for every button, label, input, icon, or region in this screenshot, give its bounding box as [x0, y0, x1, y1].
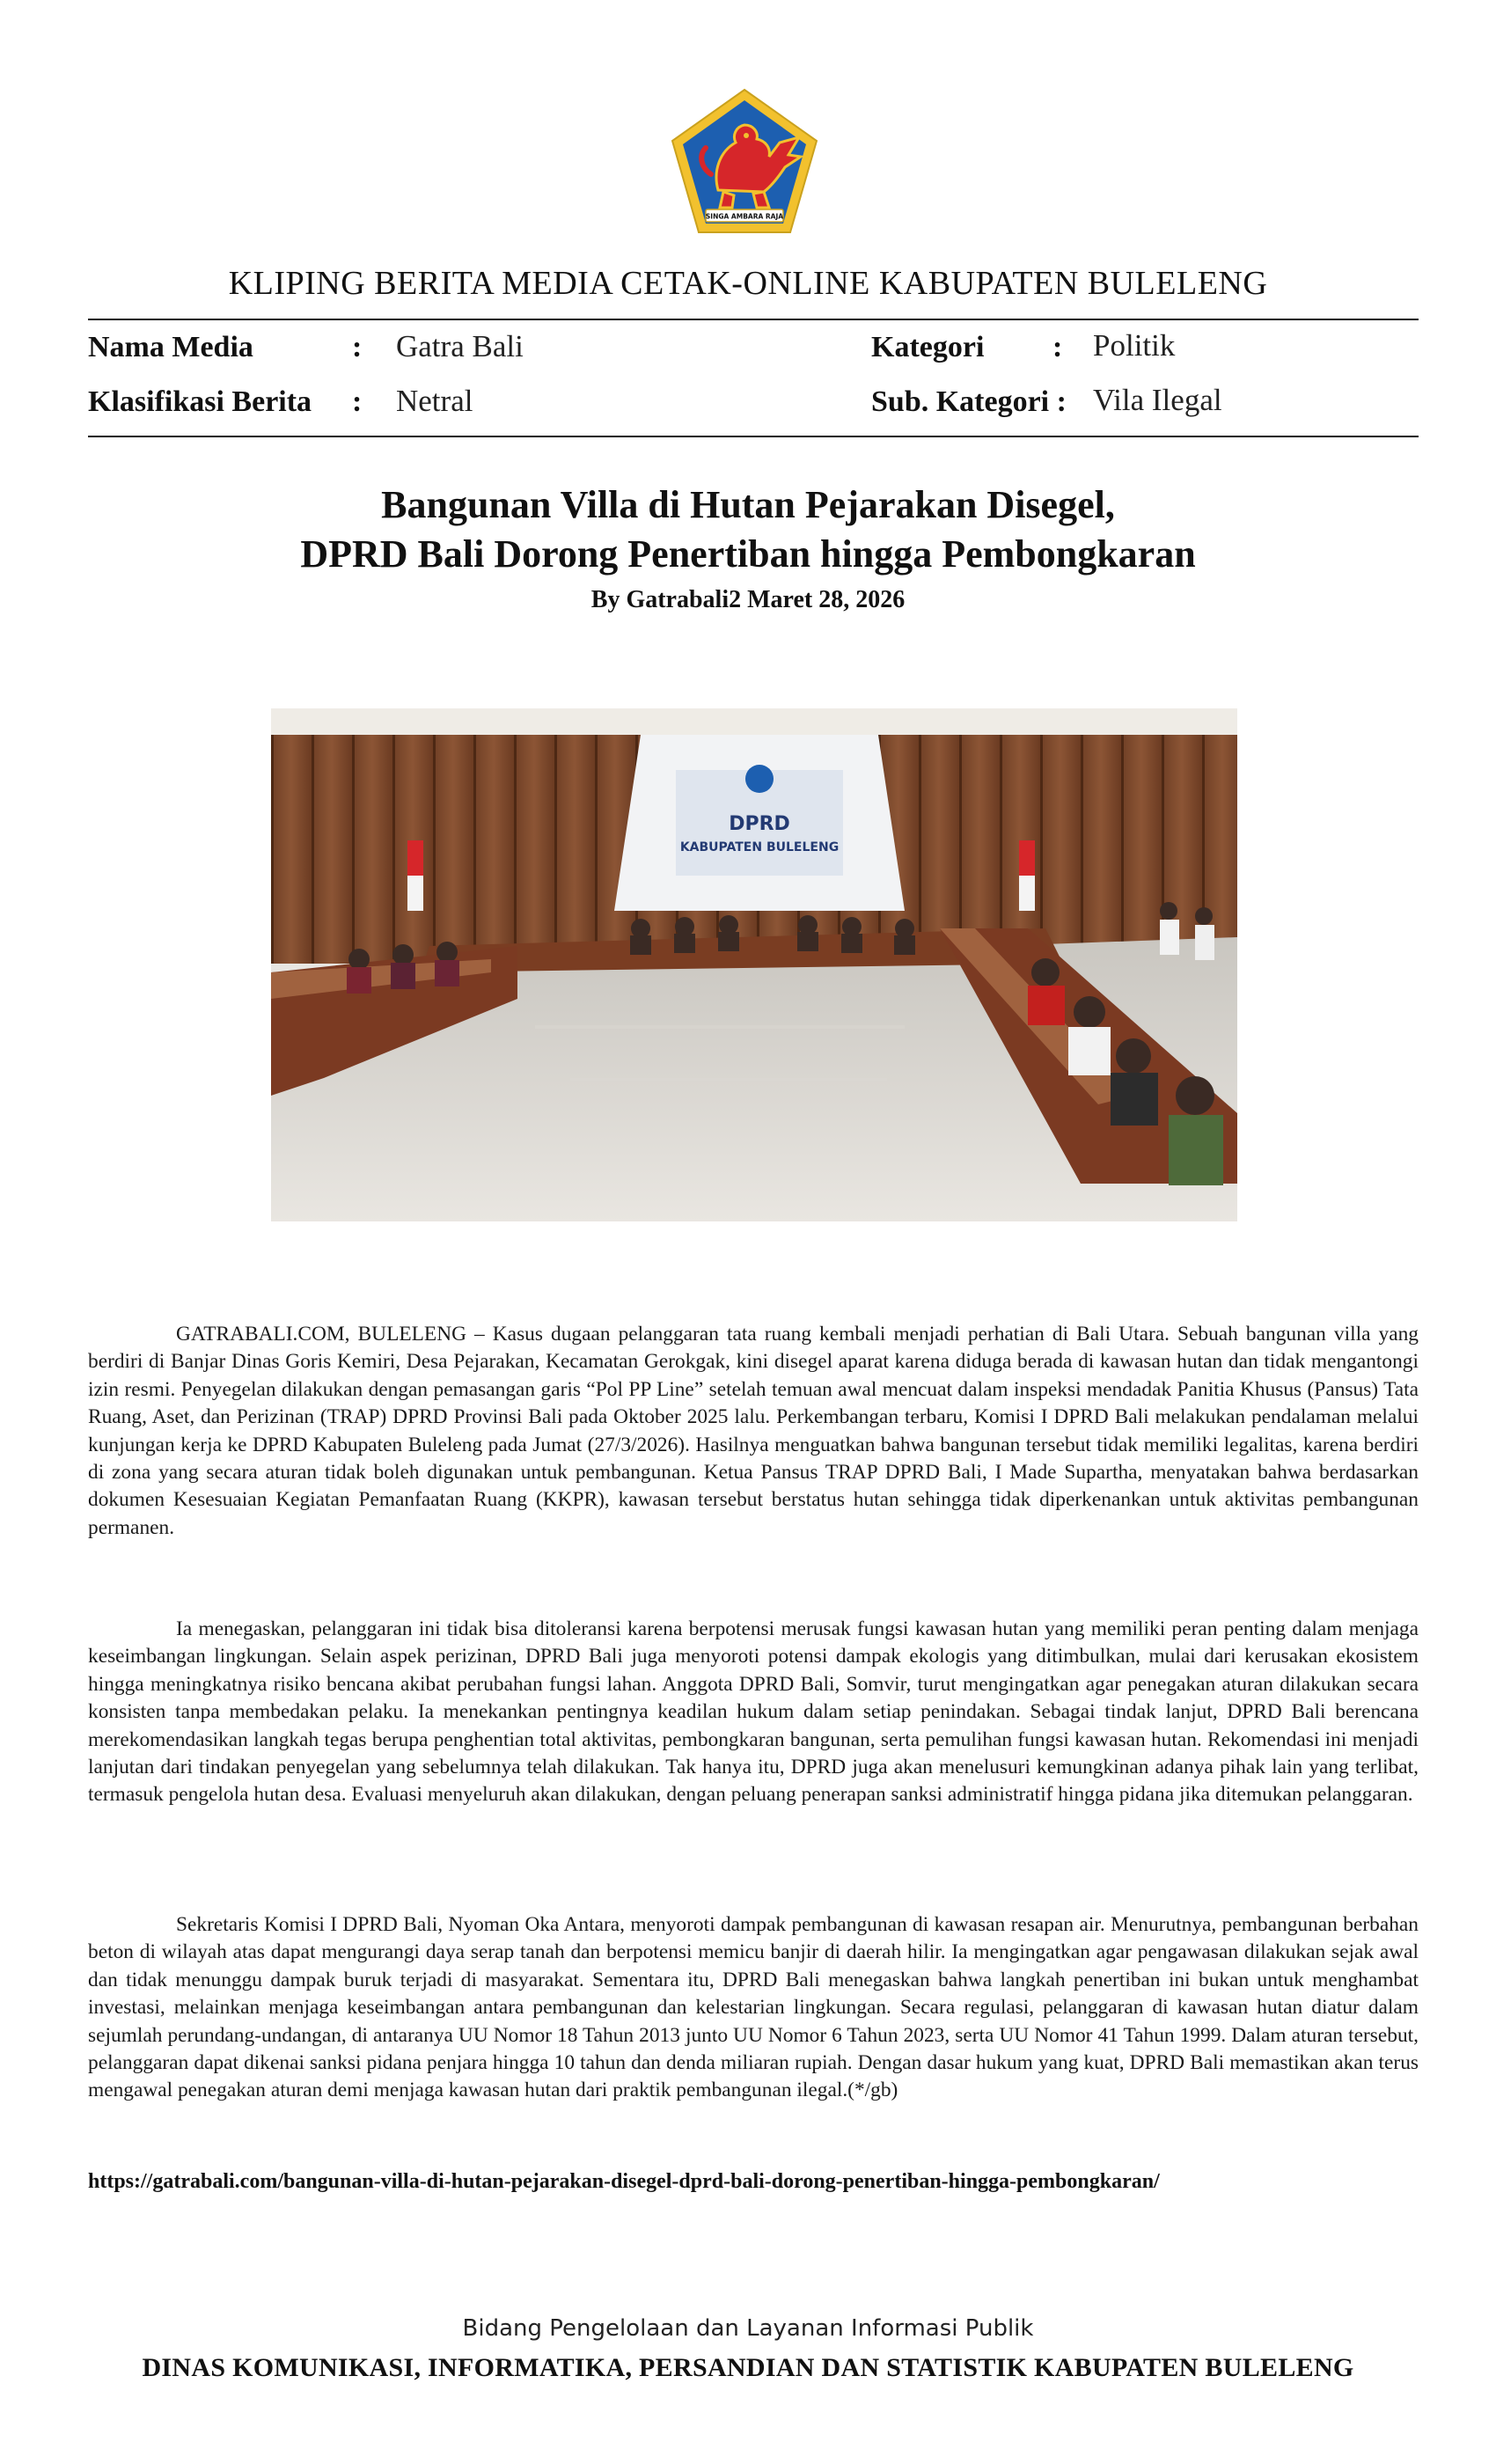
- emblem-icon: [745, 765, 774, 793]
- crest-motto-text: SINGA AMBARA RAJA: [705, 212, 784, 221]
- kategori-colon: :: [1052, 331, 1063, 363]
- header-divider-bottom: [88, 436, 1419, 437]
- nama-media-value: Gatra Bali: [396, 329, 524, 363]
- klasifikasi-berita-label: Klasifikasi Berita: [88, 385, 312, 418]
- photo-sign-kabupaten: KABUPATEN BULELENG: [679, 840, 840, 854]
- headline-line-2: DPRD Bali Dorong Penertiban hingga Pembongkaran: [300, 532, 1196, 576]
- header-divider-top: [88, 319, 1419, 320]
- nama-media-label: Nama Media: [88, 331, 253, 363]
- source-url-link[interactable]: https://gatrabali.com/bangunan-villa-di-hutan-pejarakan-disegel-dprd-bali-dorong-penertiban-hingga-pembongkaran/: [88, 2170, 1160, 2193]
- footer-agency: DINAS KOMUNIKASI, INFORMATIKA, PERSANDIAN DAN STATISTIK KABUPATEN BULELENG: [142, 2353, 1354, 2382]
- nama-media-colon: :: [352, 331, 363, 363]
- sub-kategori-label: Sub. Kategori :: [871, 385, 1067, 418]
- footer-department: Bidang Pengelolaan dan Layanan Informasi Publik: [462, 2315, 1034, 2342]
- article-paragraph-2: Ia menegaskan, pelanggaran ini tidak bisa ditoleransi karena berpotensi merusak fungsi kawasan hutan yang memiliki peran penting dalam menjaga keseimbangan lingkungan. Selain aspek perizinan, DPRD Bali juga menyoroti potensi dampak ekologis yang ditimbulkan, mulai dari kerusakan ekosistem hingga meningkatnya risiko bencana akibat perubahan fungsi lahan. Anggota DPRD Bali, Somvir, turut mengingatkan agar penegakan aturan dilakukan secara konsisten tanpa membedakan pelaku. Ia menekankan pentingnya keadilan hukum dalam setiap penindakan. Sebagai tindak lanjut, DPRD Bali berencana merekomendasikan langkah tegas berupa penghentian total aktivitas, pembongkaran bangunan, serta pemulihan fungsi kawasan hutan. Rekomendasi ini menjadi lanjutan dari tindakan penyegelan yang sebelumnya telah dilakukan. Tak hanya itu, DPRD juga akan menelusuri kemungkinan adanya pihak lain yang terlibat, termasuk pengelola hutan desa. Evaluasi menyeluruh akan dilakukan, dengan peluang penerapan sanksi administratif hingga pidana jika ditemukan pelanggaran.: [88, 1617, 1419, 1807]
- sub-kategori-value: Vila Ilegal: [1093, 383, 1222, 417]
- news-photo: [271, 708, 1237, 1221]
- photo-sign-dprd: DPRD: [729, 813, 790, 835]
- headline-line-1: Bangunan Villa di Hutan Pejarakan Disegel,: [381, 483, 1115, 526]
- kategori-label: Kategori: [871, 331, 985, 363]
- kategori-value: Politik: [1093, 328, 1176, 363]
- meeting-room-photo: [271, 708, 1237, 1221]
- klasifikasi-berita-colon: :: [352, 385, 363, 418]
- kliping-title: KLIPING BERITA MEDIA CETAK-ONLINE KABUPATEN BULELENG: [228, 265, 1268, 302]
- klasifikasi-berita-value: Netral: [396, 384, 473, 418]
- article-paragraph-1: GATRABALI.COM, BULELENG – Kasus dugaan pelanggaran tata ruang kembali menjadi perhatian di Bali Utara. Sebuah bangunan villa yang berdiri di Banjar Dinas Goris Kemiri, Desa Pejarakan, Kecamatan Gerokgak, kini disegel aparat karena diduga berada di kawasan hutan dan tidak mengantongi izin resmi. Penyegelan dilakukan dengan pemasangan garis “Pol PP Line” setelah temuan awal mencuat dalam inspeksi mendadak Panitia Khusus (Pansus) Tata Ruang, Aset, dan Perizinan (TRAP) DPRD Provinsi Bali pada Oktober 2025 lalu. Perkembangan terbaru, Komisi I DPRD Bali melakukan pendalaman melalui kunjungan kerja ke DPRD Kabupaten Buleleng pada Jumat (27/3/2026). Hasilnya menguatkan bahwa bangunan tersebut tidak memiliki legalitas, karena berdiri di zona yang secara aturan tidak boleh digunakan untuk pembangunan. Ketua Pansus TRAP DPRD Bali, I Made Supartha, menyatakan bahwa berdasarkan dokumen Kesesuaian Kegiatan Pemanfaatan Ruang (KKPR), kawasan tersebut berstatus hutan sehingga tidak diperkenankan untuk aktivitas pembangunan permanen.: [88, 1323, 1419, 1539]
- byline: By Gatrabali2 Maret 28, 2026: [590, 586, 906, 613]
- article-paragraph-3: Sekretaris Komisi I DPRD Bali, Nyoman Oka Antara, menyoroti dampak pembangunan di kawasan resapan air. Menurutnya, pembangunan berbahan beton di wilayah atas dapat mengurangi daya serap tanah dan berpotensi memicu banjir di daerah hilir. Ia mengingatkan agar pengawasan dilakukan sejak awal dan tidak menunggu dampak buruk terjadi di masyarakat. Sementara itu, DPRD Bali menegaskan bahwa langkah penertiban ini bukan untuk menghambat investasi, melainkan menjaga keseimbangan antara pembangunan dan kelestarian lingkungan. Secara regulasi, pelanggaran di kawasan hutan diatur dalam sejumlah perundang-undangan, di antaranya UU Nomor 18 Tahun 2013 junto UU Nomor 6 Tahun 2023, serta UU Nomor 41 Tahun 1999. Dalam aturan tersebut, pelanggaran dapat dikenai sanksi pidana penjara hingga 10 tahun dan denda miliaran rupiah. Dengan dasar hukum yang kuat, DPRD Bali memastikan akan terus mengawal penegakan aturan demi menjaga kawasan hutan dari praktik pembangunan ilegal.(*/gb): [88, 1913, 1419, 2102]
- regency-crest-logo: [667, 86, 822, 238]
